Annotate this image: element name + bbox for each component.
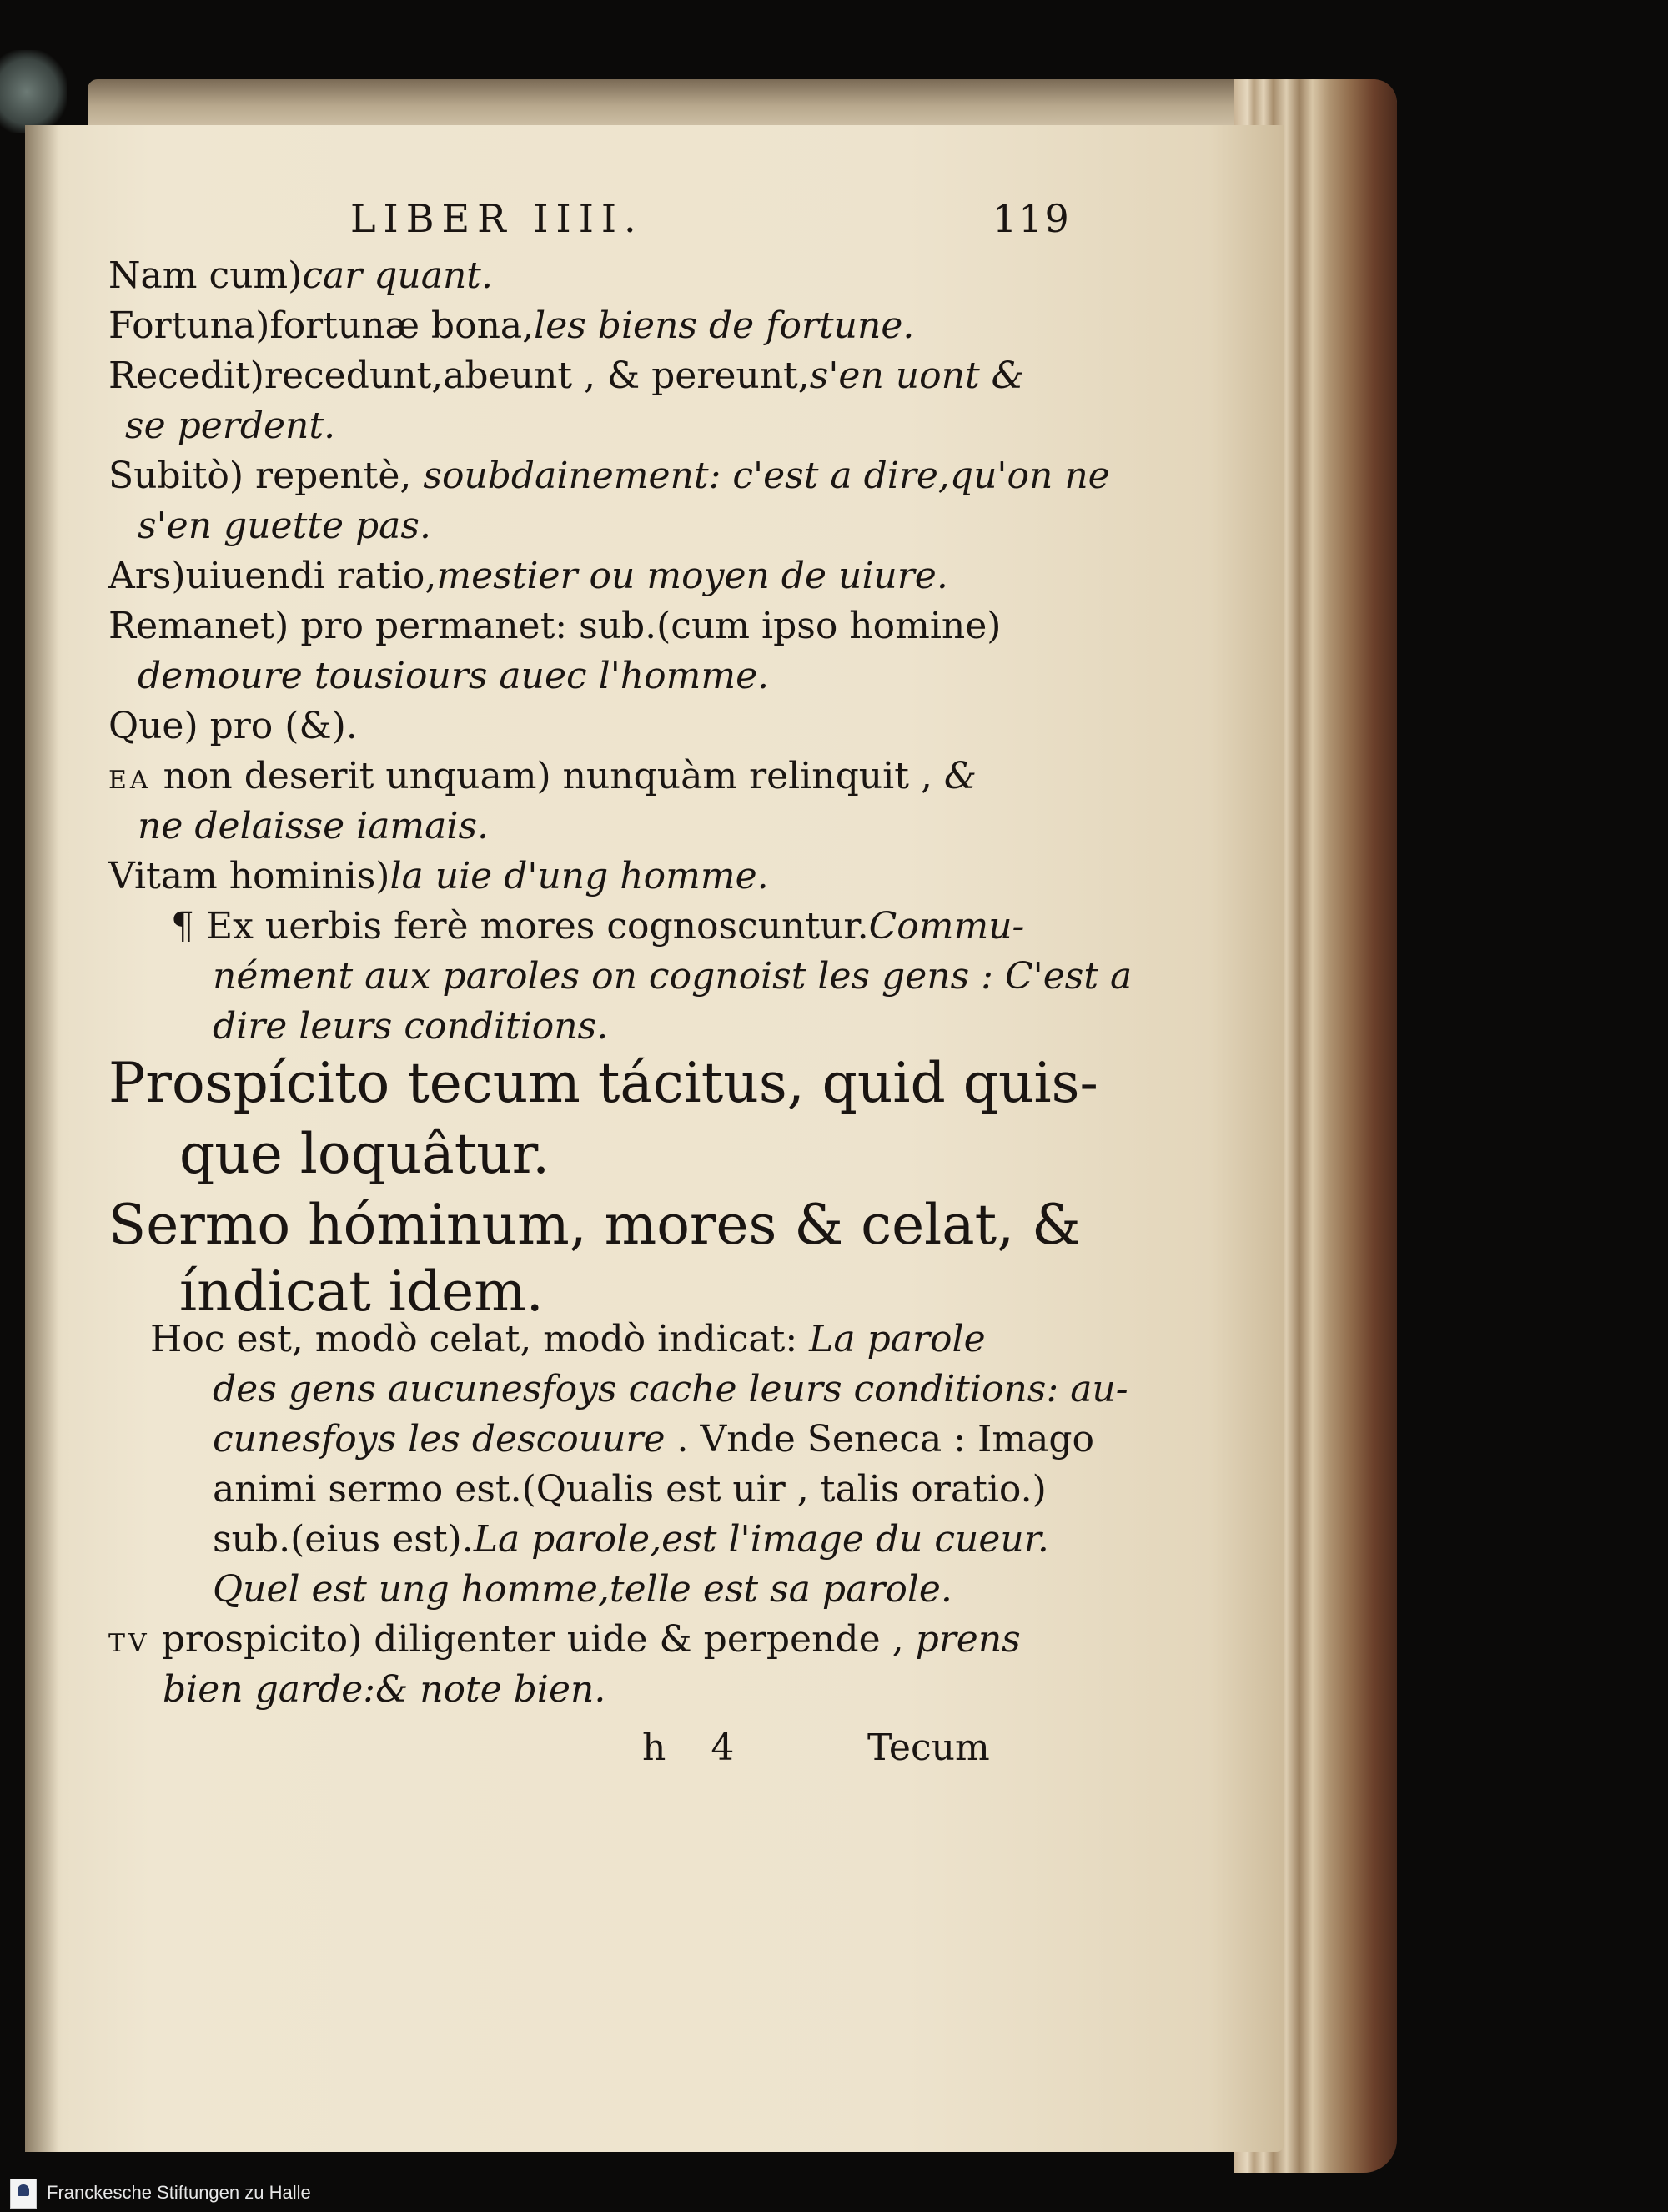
gloss-line: Vitam hominis)la uie d'ung homme. [108, 855, 769, 897]
commentary-line: TV prospicito) diligenter uide & perpende , prens [108, 1618, 1021, 1661]
tu-prefix: TV [108, 1629, 150, 1658]
ea-prefix: EA [108, 766, 152, 795]
institution-label: Franckesche Stiftungen zu Halle [47, 2182, 311, 2203]
gloss-line: se perdent. [125, 405, 336, 447]
gloss-line: Fortuna)fortunæ bona,les biens de fortune. [108, 304, 915, 347]
gutter-shadow [25, 125, 58, 2152]
commentary-line: animi sermo est.(Qualis est uir , talis oratio.) [213, 1468, 1047, 1511]
gloss-line: EA non deserit unquam) nunquàm relinquit , & [108, 755, 977, 797]
institution-logo-icon [10, 2179, 37, 2209]
commentary-line: sub.(eius est).La parole,est l'image du cueur. [213, 1518, 1049, 1561]
running-head: LIBER IIII. [350, 196, 644, 241]
verse-line: Prospícito tecum tácitus, quid quis- [108, 1051, 1098, 1115]
gloss-line: Subitò) repentè, soubdainement: c'est a dire,qu'on ne [108, 455, 1110, 497]
gloss-line: ¶ Ex uerbis ferè mores cognoscuntur.Commu- [171, 905, 1025, 948]
verse-line: índicat idem. [179, 1259, 544, 1324]
commentary-line: cunesfoys les descouure . Vnde Seneca : Imago [213, 1418, 1094, 1460]
gloss-line: Recedit)recedunt,abeunt , & pereunt,s'en uont & [108, 354, 1024, 397]
commentary-line: Quel est ung homme,telle est sa parole. [213, 1568, 952, 1611]
gloss-line: dire leurs conditions. [213, 1005, 609, 1048]
gloss-line: ne delaisse iamais. [138, 805, 490, 847]
gloss-line: Que) pro (&). [108, 705, 358, 747]
page-number: 119 [992, 196, 1071, 241]
gloss-line: Ars)uiuendi ratio,mestier ou moyen de uiure. [108, 555, 948, 597]
gloss-line: Remanet) pro permanet: sub.(cum ipso homine) [108, 605, 1002, 647]
commentary-line: Hoc est, modò celat, modò indicat: La parole [150, 1318, 986, 1360]
binding-cord [0, 50, 67, 133]
signature-mark: h 4 [642, 1727, 735, 1769]
commentary-line: bien garde:& note bien. [163, 1668, 606, 1711]
gloss-line: demoure tousiours auec l'homme. [138, 655, 770, 697]
gloss-line: Nam cum)car quant. [108, 254, 493, 297]
gloss-line: nément aux paroles on cognoist les gens : C'est a [213, 955, 1133, 998]
verse-line: que loquâtur. [179, 1122, 550, 1186]
commentary-line: des gens aucunesfoys cache leurs conditions: au- [213, 1368, 1128, 1410]
gloss-line: s'en guette pas. [138, 505, 431, 547]
catchword: Tecum [867, 1727, 990, 1769]
verse-line: Sermo hóminum, mores & celat, & [108, 1193, 1081, 1257]
